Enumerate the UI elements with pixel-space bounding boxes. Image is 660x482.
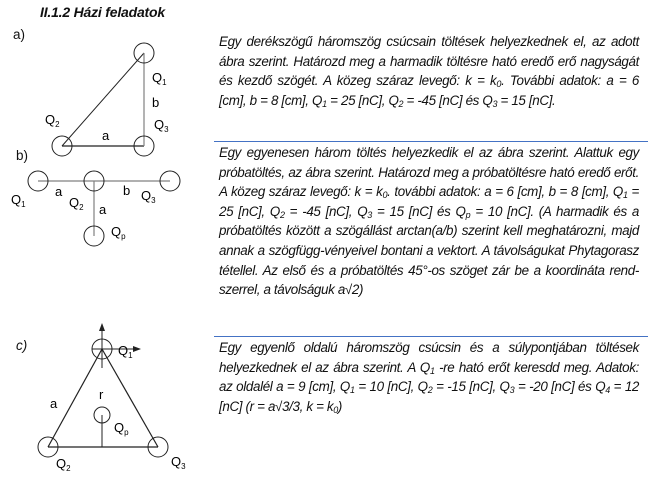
side-a-label: a	[55, 184, 63, 199]
side-a-label: a	[50, 396, 58, 411]
exercise-b-text: Egy egyenesen három töltés helyezkedik el az ábra szerint. Alattuk egy próbatöltés, az ábra szerint. Határozd meg a próbatöltésre ható eredő erőt. A közeg száraz levegő: $k = k_0$. további adatok: a = 6 [cm], b = 8 [cm], $Q_1 = 25$ [nC], $Q_2 = -45$ [nC], $Q_3 = 15$ [nC] és $Q_p = 10$ [nC]. (A harmadik és a próbatöltés között a szögállást arctan(a/b) szerint kell meghatározni, majd annak a szögfügg-vényeivel bontani a vektort. A távolságukat Phytagorasz tétellel. Az első és a próbatöltés 45°-os szöget zár be a koordináta rend-szerrel, a távolságuk a√2)	[219, 145, 639, 298]
q3-label: $Q_3$	[154, 117, 169, 134]
radius-r-label: r	[99, 387, 104, 402]
exercise-c-text: Egy egyenlő oldalú háromszög csúcsin és a súlypontjában töltések helyezkednek el az ábra szerint. A $Q_1$ -re ható erőt keresdd meg. Adatok: az oldalél a = 9 [cm], $Q_1 = 10$ [nC], $Q_2 = -15$ [nC], $Q_3 = -20$ [nC] és $Q_4 = 12$ [nC] (r = a√3/3, $k = k_0$)	[219, 340, 640, 415]
diagram-c-equilateral-triangle	[0, 0, 220, 482]
side-b-label: b	[123, 183, 131, 198]
side-b-label: b	[152, 95, 160, 110]
exercise-b-label: b)	[16, 148, 29, 163]
q3-label: $Q_3$	[171, 454, 186, 471]
divider-line	[214, 141, 648, 142]
side-a-vertical-label: a	[99, 202, 107, 217]
qp-label: $Q_p$	[114, 420, 129, 437]
divider-line	[214, 336, 648, 337]
q3-label: $Q_3$	[141, 188, 156, 205]
q1-label: $Q_1$	[152, 70, 167, 87]
section-heading: II.1.2 Házi feladatok	[40, 4, 165, 20]
exercise-a-label: a)	[13, 27, 26, 42]
side-q1-q3	[102, 349, 158, 447]
exercise-c-label: c)	[16, 338, 28, 353]
q2-label: $Q_2$	[69, 195, 84, 212]
q1-label: $Q_1$	[11, 192, 26, 209]
exercise-a-text: Egy derékszögű háromszög csúcsain töltések helyezkednek el, az adott ábra szerint. Határozd meg a harmadik töltésre ható eredő erő nagyságát és kezdő szögét. A közeg száraz levegő: $k = k_0$. További adatok: a = 6 [cm], b = 8 [cm], $Q_1 = 25$ [nC], $Q_2 = -45$ [nC] és $Q_3 = 15$ [nC].	[219, 34, 640, 109]
q2-label: $Q_2$	[56, 456, 71, 473]
q2-label: $Q_2$	[45, 112, 60, 129]
qp-label: $Q_p$	[111, 224, 126, 241]
q1-label: $Q_1$	[118, 343, 133, 360]
side-a-label: a	[102, 128, 110, 143]
